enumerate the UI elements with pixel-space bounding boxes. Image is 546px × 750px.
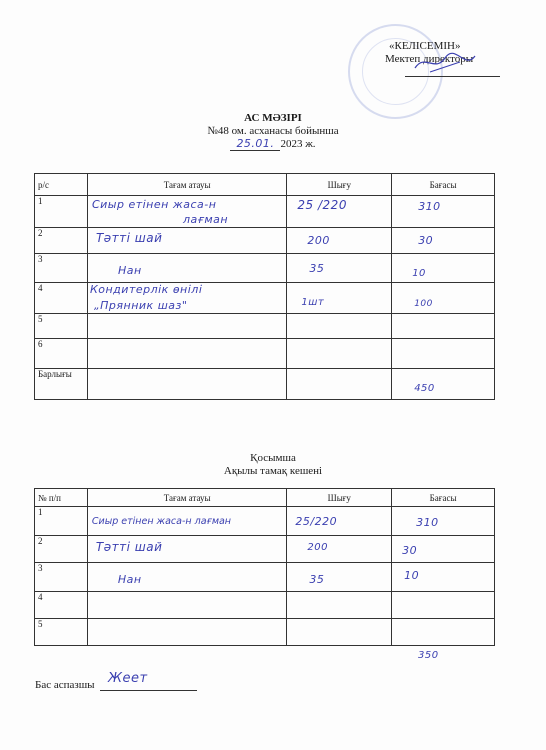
menu-table xyxy=(34,173,495,400)
dish-name: Сиыр етінен жаса-н лағман xyxy=(91,516,232,527)
table-row xyxy=(35,507,495,536)
chef-signature: Жеет xyxy=(108,671,148,686)
price-value: 30 xyxy=(418,234,434,247)
total-cell xyxy=(392,369,495,400)
price-cell xyxy=(392,507,495,536)
yield-cell xyxy=(287,228,392,254)
yield-value: 200 xyxy=(307,542,328,553)
paid-menu-table xyxy=(34,488,495,646)
table-row xyxy=(35,254,495,283)
date-line xyxy=(0,138,546,151)
table-row xyxy=(35,283,495,314)
yield-cell xyxy=(287,536,392,563)
price-value: 310 xyxy=(418,200,441,213)
table-row xyxy=(35,314,495,339)
price-cell xyxy=(392,536,495,563)
total-row xyxy=(35,369,495,400)
col-dish: Тағам атауы xyxy=(87,489,287,507)
row-num: 2 xyxy=(35,536,88,563)
yield-cell xyxy=(287,563,392,592)
price-value: 310 xyxy=(416,516,439,529)
dish-name-cont: „Прянник шаз" xyxy=(93,299,188,312)
table-row xyxy=(35,563,495,592)
dish-cell xyxy=(87,507,287,536)
page-title: АС МӘЗІРІ xyxy=(244,112,302,124)
yield-value: 200 xyxy=(307,234,330,247)
yield-value: 1шт xyxy=(301,297,325,308)
dish-cell xyxy=(87,228,286,254)
yield-cell xyxy=(287,283,392,314)
col-num: р/с xyxy=(35,174,88,196)
dish-cell xyxy=(87,254,286,283)
chef-signature-line xyxy=(100,690,197,691)
total-value: 450 xyxy=(414,383,435,394)
dish-name: Сиыр етінен жаса-н xyxy=(91,198,217,211)
table-row xyxy=(35,592,495,619)
col-yield: Шығу xyxy=(287,174,392,196)
price-value: 100 xyxy=(414,299,433,309)
row-num: 4 xyxy=(35,592,88,619)
row-num: 2 xyxy=(35,228,88,254)
row-num: 3 xyxy=(35,254,88,283)
dish-name-cont: лағман xyxy=(182,213,229,226)
menu-title-block xyxy=(0,112,546,151)
paid-meal-heading: Ақылы тамақ кешені xyxy=(223,465,323,477)
col-price: Бағасы xyxy=(392,489,495,507)
school-name: №48 ом. асханасы бойынша xyxy=(207,125,339,137)
col-yield: Шығу xyxy=(287,489,392,507)
price-cell xyxy=(392,563,495,592)
row-num: 5 xyxy=(35,314,88,339)
yield-cell xyxy=(287,254,392,283)
chef-label: Бас аспазшы xyxy=(35,679,95,691)
date-handwritten: 25.01. xyxy=(236,137,275,150)
price-cell xyxy=(392,196,495,228)
table-row xyxy=(35,339,495,369)
paid-total-value: 350 xyxy=(418,650,439,661)
extra-heading: Қосымша xyxy=(250,452,296,464)
yield-value: 35 xyxy=(309,262,325,275)
dish-name: Тәтті шай xyxy=(95,540,163,554)
table-row xyxy=(35,536,495,563)
col-price: Бағасы xyxy=(392,174,495,196)
table-row xyxy=(35,196,495,228)
dish-cell xyxy=(87,536,287,563)
yield-value: 25/220 xyxy=(295,515,338,528)
director-signature xyxy=(410,48,480,78)
dish-cell xyxy=(87,283,286,314)
row-num: 1 xyxy=(35,507,88,536)
approval-subtitle: Мектеп директоры xyxy=(385,53,474,65)
price-cell xyxy=(392,283,495,314)
yield-value: 25 /220 xyxy=(297,198,347,212)
approval-title: «КЕЛІСЕМІН» xyxy=(389,40,461,52)
dish-name: Кондитерлік өнілі xyxy=(89,283,203,296)
col-num: № п/п xyxy=(35,489,88,507)
table-row xyxy=(35,228,495,254)
extra-heading-block xyxy=(0,452,546,478)
price-value: 10 xyxy=(404,569,420,582)
yield-value: 35 xyxy=(309,573,325,586)
yield-cell xyxy=(287,507,392,536)
col-dish: Тағам атауы xyxy=(87,174,286,196)
price-value: 10 xyxy=(412,268,426,279)
row-num: 1 xyxy=(35,196,88,228)
dish-name: Тәтті шай xyxy=(95,231,163,245)
dish-cell xyxy=(87,563,287,592)
row-num: 5 xyxy=(35,619,88,646)
yield-cell xyxy=(287,196,392,228)
price-cell xyxy=(392,254,495,283)
price-value: 30 xyxy=(402,544,418,557)
row-num: 3 xyxy=(35,563,88,592)
dish-name: Нан xyxy=(117,264,142,277)
total-label: Барлығы xyxy=(35,369,88,400)
dish-cell xyxy=(87,196,286,228)
price-cell xyxy=(392,228,495,254)
date-year: 2023 ж. xyxy=(280,138,316,150)
table-row xyxy=(35,619,495,646)
dish-name: Нан xyxy=(117,573,142,586)
row-num: 4 xyxy=(35,283,88,314)
row-num: 6 xyxy=(35,339,88,369)
